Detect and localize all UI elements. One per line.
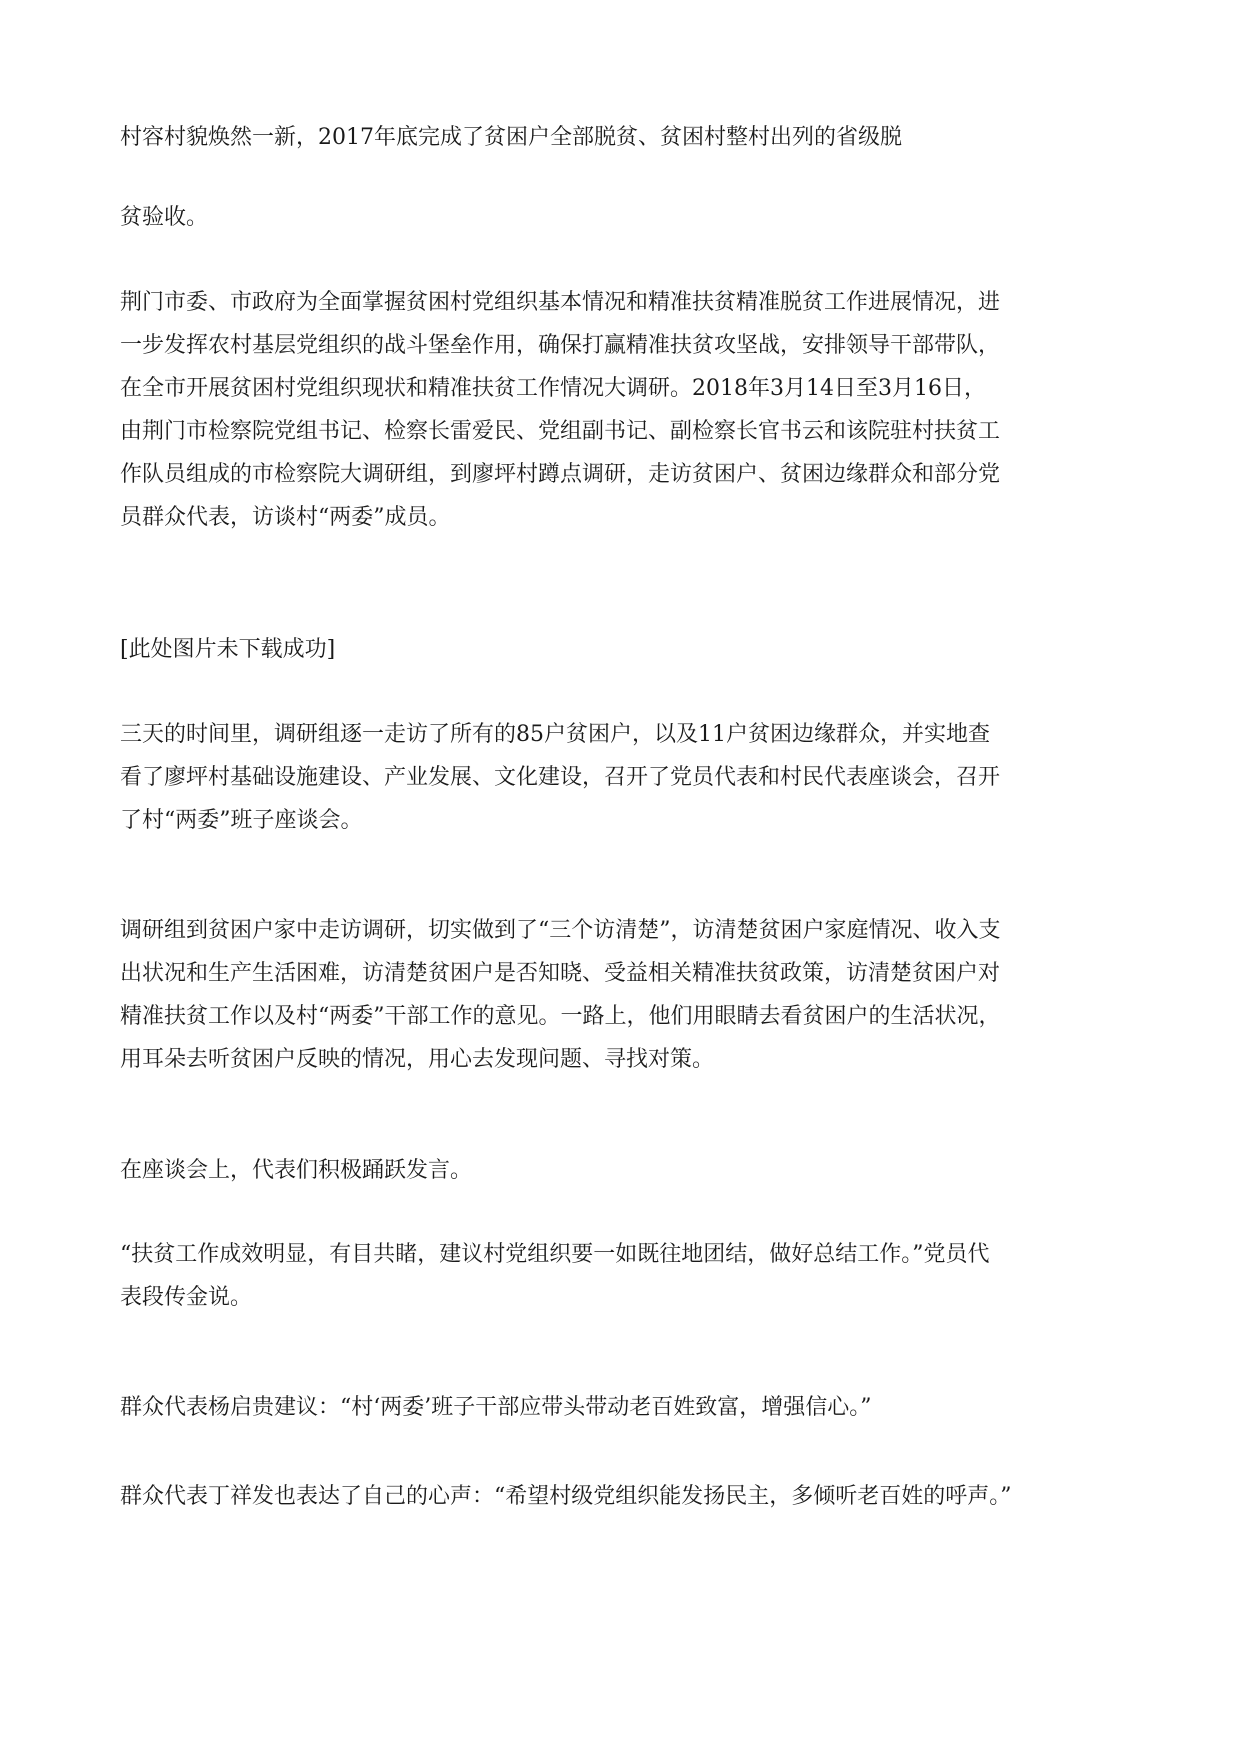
text-line: 了村“两委”班子座谈会。 (120, 808, 363, 833)
text-line: 出状况和生产生活困难，访清楚贫困户是否知晓、受益相关精准扶贫政策，访清楚贫困户对 (120, 961, 1001, 986)
paragraph-5 (120, 909, 1120, 1081)
text-line: 在座谈会上，代表们积极踊跃发言。 (120, 1158, 473, 1183)
text-line: 表段传金说。 (120, 1285, 253, 1310)
text-line: 看了廖坪村基础设施建设、产业发展、文化建设，召开了党员代表和村民代表座谈会，召开 (120, 765, 1001, 790)
paragraph-3 (120, 281, 1120, 539)
paragraph-7 (120, 1233, 1120, 1319)
text-line: 荆门市委、市政府为全面掌握贫困村党组织基本情况和精准扶贫精准脱贫工作进展情况，进 (120, 290, 1001, 315)
text-line: 群众代表杨启贵建议：“村‘两委’班子干部应带头带动老百姓致富，增强信心。” (120, 1395, 872, 1420)
text-line: 作队员组成的市检察院大调研组，到廖坪村蹲点调研，走访贫困户、贫困边缘群众和部分党 (120, 462, 1001, 487)
text-line: 员群众代表，访谈村“两委”成员。 (120, 505, 451, 530)
image-placeholder-note (120, 628, 1120, 671)
paragraph-4 (120, 713, 1120, 842)
text-line: 村容村貌焕然一新，2017年底完成了贫困户全部脱贫、贫困村整村出列的省级脱 (120, 125, 902, 150)
text-line: 由荆门市检察院党组书记、检察长雷爱民、党组副书记、副检察长官书云和该院驻村扶贫工 (120, 419, 1001, 444)
text-line: 三天的时间里，调研组逐一走访了所有的85户贫困户，以及11户贫困边缘群众，并实地查 (120, 722, 990, 747)
paragraph-9 (120, 1475, 1120, 1518)
paragraph-8 (120, 1386, 1120, 1429)
text-line: 调研组到贫困户家中走访调研，切实做到了“三个访清楚”，访清楚贫困户家庭情况、收入支 (120, 918, 1001, 943)
text-line: 群众代表丁祥发也表达了自己的心声：“希望村级党组织能发扬民主，多倾听老百姓的呼声。” (120, 1484, 1012, 1509)
text-line: 贫验收。 (120, 205, 209, 230)
text-line: 用耳朵去听贫困户反映的情况，用心去发现问题、寻找对策。 (120, 1047, 715, 1072)
paragraph-6 (120, 1149, 1120, 1192)
paragraph-1 (120, 116, 1120, 159)
text-line: 在全市开展贫困村党组织现状和精准扶贫工作情况大调研。2018年3月14日至3月16日， (120, 376, 986, 401)
paragraph-2 (120, 196, 1120, 239)
text-line: [此处图片未下载成功] (120, 637, 336, 662)
text-line: 精准扶贫工作以及村“两委”干部工作的意见。一路上，他们用眼睛去看贫困户的生活状况， (120, 1004, 1001, 1029)
text-line: 一步发挥农村基层党组织的战斗堡垒作用，确保打赢精准扶贫攻坚战，安排领导干部带队， (120, 333, 1001, 358)
text-line: “扶贫工作成效明显，有目共睹，建议村党组织要一如既往地团结，做好总结工作。”党员代 (120, 1242, 990, 1267)
